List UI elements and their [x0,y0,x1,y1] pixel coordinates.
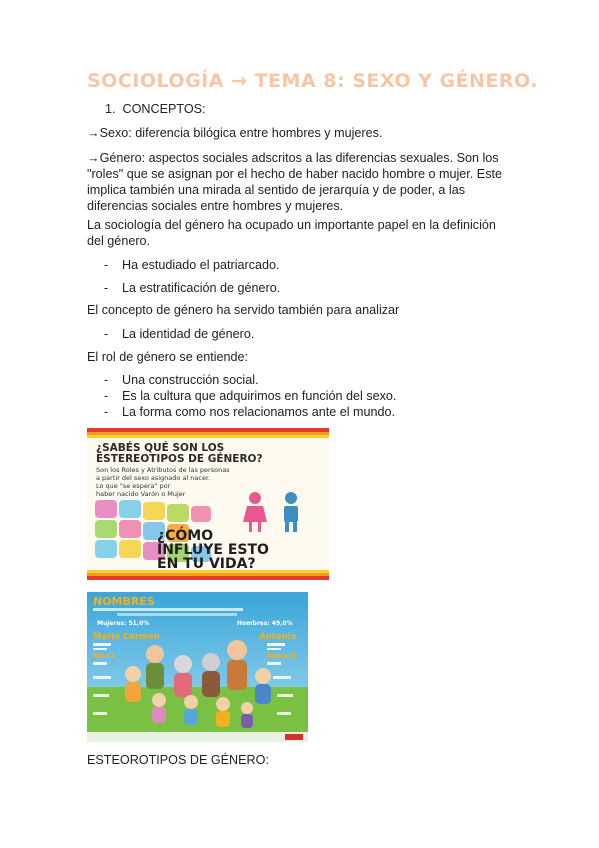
poster1-question-2: INFLUYE ESTO [157,542,269,558]
concept-paragraph: El concepto de género ha servido también para analizar [87,303,400,317]
list-item-text: La estratificación de género. [122,281,281,295]
list-item-text: Es la cultura que adquirimos en función del sexo. [122,389,397,403]
names-infographic-image [87,592,308,742]
poster2-name-left-top: María Carmen [93,632,160,642]
poster1-question-3: EN TU VIDA? [157,556,256,572]
poster2-name-right-top: Antonio [259,632,297,642]
list-marker: - [104,389,109,403]
poster2-name-right-mid: Manuel [267,652,296,660]
sexo-definition: →Sexo: diferencia bilógica entre hombres y mujeres. [87,126,383,140]
section-heading [105,101,206,117]
list-item-text: Una construcción social. [122,373,259,387]
stripe-yellow [87,435,329,438]
sociology-paragraph: La sociología del género ha ocupado un importante papel en la definición del género. [87,218,496,248]
list-marker: - [104,327,109,341]
stripe-orange [87,432,329,435]
poster1-question-1: ¿CÓMO [157,528,214,544]
stereotypes-caption: ESTEOROTIPOS DE GÉNERO: [87,753,269,767]
list-marker: - [104,281,109,295]
poster2-mujeres: Mujeres: 51,0% [97,620,150,627]
poster1-body-1: Son los Roles y Atributos de las personas [96,466,230,474]
poster2-name-left-mid: María [93,652,116,660]
role-paragraph: El rol de género se entiende: [87,350,249,364]
section-heading-text: CONCEPTOS: [122,102,206,116]
poster2-hombres: Hombres: 49,0% [237,620,293,627]
document-title: SOCIOLOGÍA → TEMA 8: SEXO Y GÉNERO. [87,70,539,92]
poster2-heading: NOMBRES [93,595,155,608]
genero-definition: →Género: aspectos sociales adscritos a las diferencias sexuales. Son los "roles" que se asignan por el hecho de haber nacido hombre o mujer. Este implica también una mirada al sentido de jerarquía y de poder, a las diferencias sociales entre hombres y mujeres. [87,151,502,213]
poster1-body-3: Lo que "se espera" por [96,482,171,490]
poster1-body-4: haber nacido Varón o Mujer [96,490,186,498]
poster1-heading-1: ¿SABÉS QUÉ SON LOS [96,442,225,454]
list-item-text: Ha estudiado el patriarcado. [122,258,280,272]
list-item-text: La identidad de género. [122,327,255,341]
stripe-red [87,428,329,432]
list-marker: - [104,405,109,419]
stereotypes-poster-image [87,428,329,580]
list-marker: - [104,258,109,272]
poster1-heading-2: ESTEREOTIPOS DE GÉNERO? [96,453,263,465]
list-item-text: La forma como nos relacionamos ante el mundo. [122,405,396,419]
list-marker: - [104,373,109,387]
poster1-body-2: a partir del sexo asignado al nacer. [96,474,211,482]
section-number: 1. [105,102,116,116]
